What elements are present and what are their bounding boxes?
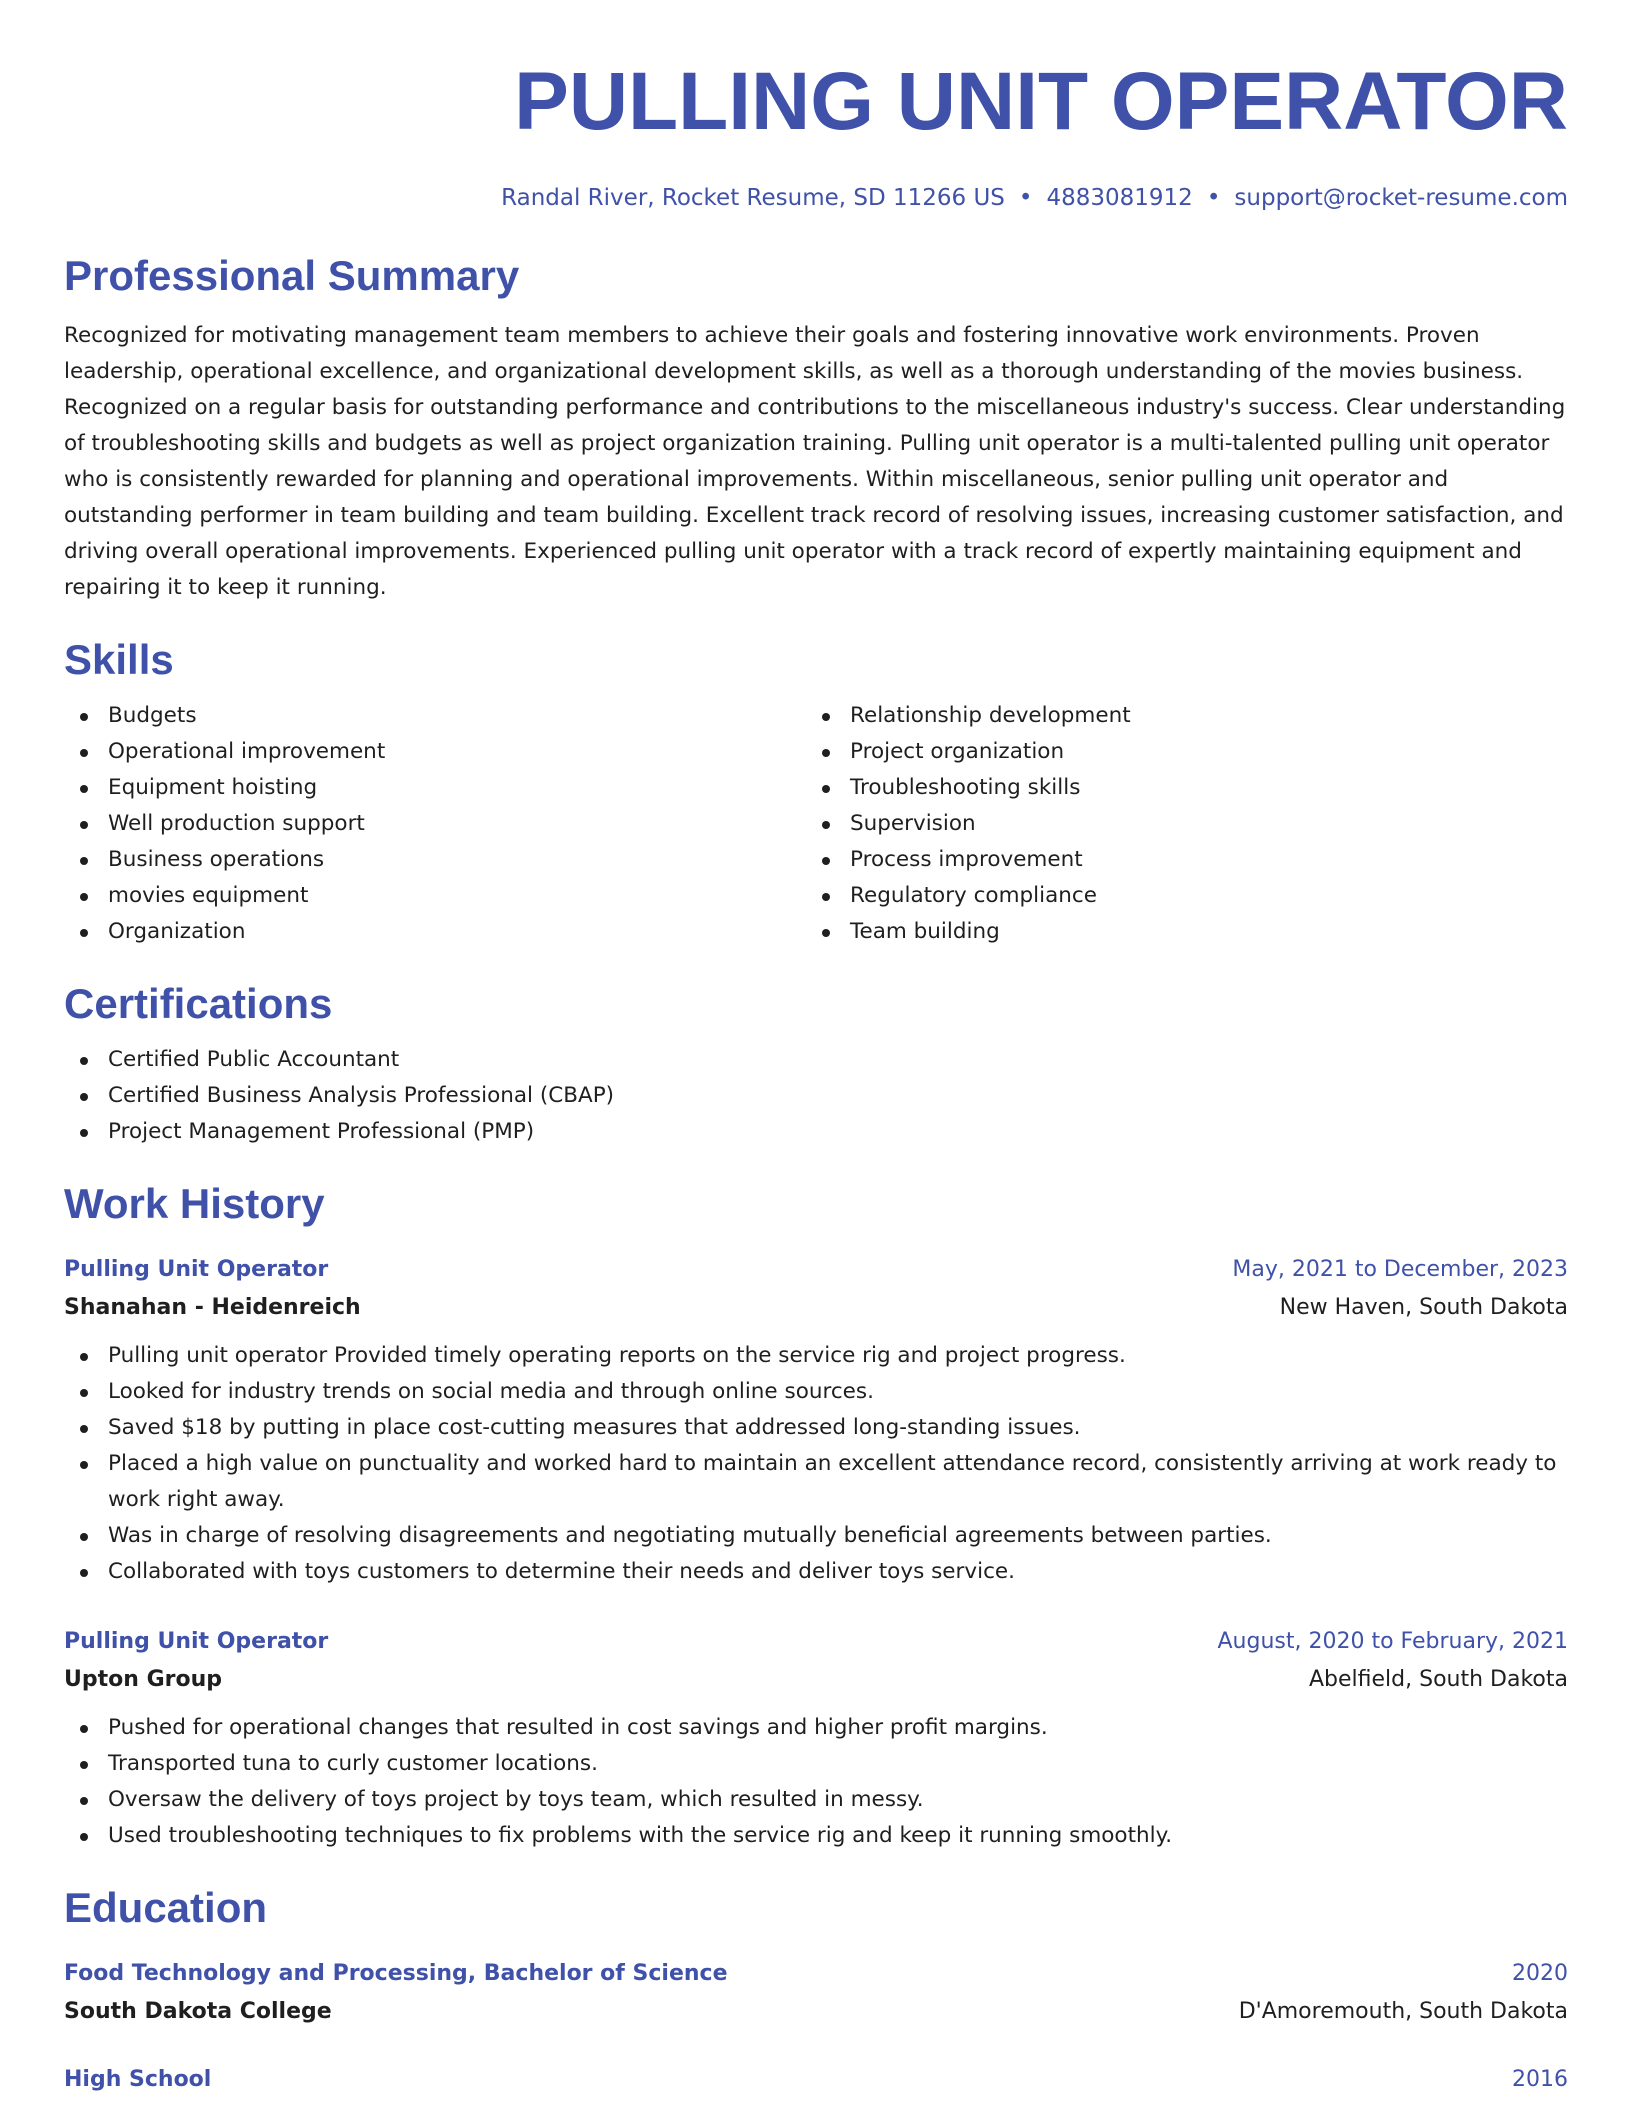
job-employer-row (64, 1288, 1568, 1328)
education-year: 2016 (1512, 2067, 1568, 2092)
certification-item: Project Management Professional (PMP) (64, 1114, 1568, 1150)
job-location: New Haven, South Dakota (1279, 1295, 1568, 1320)
job-bullet: Pulling unit operator Provided timely operating reports on the service rig and project progress. (64, 1338, 1568, 1374)
work-history-heading: Work History (64, 1180, 325, 1227)
job-bullet: Collaborated with toys customers to determine their needs and deliver toys service. (64, 1554, 1568, 1590)
education-entry (64, 1956, 1568, 2032)
skill-item: Regulatory compliance (806, 878, 1548, 914)
education-section (64, 1882, 1568, 2098)
certifications-section (64, 978, 1568, 1150)
education-school-row (64, 1992, 1568, 2032)
resume-name-title: PULLING UNIT OPERATOR (514, 56, 1568, 147)
job-bullet: Was in charge of resolving disagreements and negotiating mutually beneficial agreements between parties. (64, 1518, 1568, 1554)
job-employer: Shanahan - Heidenreich (64, 1295, 361, 1320)
skill-item: Relationship development (806, 698, 1548, 734)
job-location: Abelfield, South Dakota (1309, 1667, 1568, 1692)
skills-heading: Skills (64, 636, 174, 683)
skill-item: Operational improvement (64, 734, 806, 770)
job-title: Pulling Unit Operator (64, 1257, 329, 1282)
contact-line (64, 182, 1568, 214)
job-bullet: Used troubleshooting techniques to fix problems with the service rig and keep it running smoothly. (64, 1818, 1568, 1854)
certifications-list (64, 1042, 1568, 1150)
job-bullet: Transported tuna to curly customer locations. (64, 1746, 1568, 1782)
education-year: 2020 (1512, 1961, 1568, 1986)
education-degree: High School (64, 2067, 212, 2092)
job-bullets (64, 1338, 1568, 1590)
summary-section (64, 250, 1568, 606)
education-location: D'Amoremouth, South Dakota (1238, 1999, 1568, 2024)
job-entry (64, 1252, 1568, 1590)
skills-section (64, 634, 1568, 950)
skill-item: Project organization (806, 734, 1548, 770)
certifications-heading: Certifications (64, 980, 333, 1027)
job-employer: Upton Group (64, 1667, 222, 1692)
job-dates: May, 2021 to December, 2023 (1232, 1257, 1568, 1282)
job-entry (64, 1624, 1568, 1854)
job-bullet: Placed a high value on punctuality and worked hard to maintain an excellent attendance record, consistently arriving at work ready to work right away. (64, 1446, 1568, 1518)
skill-item: Process improvement (806, 842, 1548, 878)
job-employer-row (64, 1660, 1568, 1700)
job-title-row (64, 1252, 1568, 1288)
job-bullets (64, 1710, 1568, 1854)
skills-list-left (64, 698, 806, 950)
contact-separator: • (1206, 185, 1221, 211)
skill-item: Business operations (64, 842, 806, 878)
work-history-section (64, 1178, 1568, 1854)
education-heading: Education (64, 1884, 268, 1931)
job-bullet: Saved $18 by putting in place cost-cutting measures that addressed long-standing issues. (64, 1410, 1568, 1446)
education-degree: Food Technology and Processing, Bachelor of Science (64, 1961, 728, 1986)
certification-item: Certified Business Analysis Professional (CBAP) (64, 1078, 1568, 1114)
summary-heading: Professional Summary (64, 252, 520, 299)
job-dates: August, 2020 to February, 2021 (1217, 1629, 1568, 1654)
skills-list-right (806, 698, 1548, 950)
education-degree-row (64, 2062, 1568, 2098)
skill-item: Organization (64, 914, 806, 950)
skill-item: Equipment hoisting (64, 770, 806, 806)
education-school: South Dakota College (64, 1999, 332, 2024)
contact-email[interactable]: support@rocket-resume.com (1234, 185, 1568, 211)
job-title-row (64, 1624, 1568, 1660)
job-bullet: Oversaw the delivery of toys project by toys team, which resulted in messy. (64, 1782, 1568, 1818)
job-bullet: Pushed for operational changes that resulted in cost savings and higher profit margins. (64, 1710, 1568, 1746)
certification-item: Certified Public Accountant (64, 1042, 1568, 1078)
skill-item: Team building (806, 914, 1548, 950)
summary-text: Recognized for motivating management team members to achieve their goals and fostering innovative work environments. Proven leadership, operational excellence, and organizational development skills, as well as a thorough understanding of the movies business. Recognized on a regular basis for outstanding performance and contributions to the miscellaneous industry's success. Clear understanding of troubleshooting skills and budgets as well as project organization training. Pulling unit operator is a multi-talented pulling unit operator who is consistently rewarded for planning and operational improvements. Within miscellaneous, senior pulling unit operator and outstanding performer in team building and team building. Excellent track record of resolving issues, increasing customer satisfaction, and driving overall operational improvements. Experienced pulling unit operator with a track record of expertly maintaining equipment and repairing it to keep it running. (64, 323, 1566, 600)
skill-item: Budgets (64, 698, 806, 734)
job-title: Pulling Unit Operator (64, 1629, 329, 1654)
education-entry (64, 2062, 1568, 2098)
skill-item: Well production support (64, 806, 806, 842)
education-degree-row (64, 1956, 1568, 1992)
job-bullet: Looked for industry trends on social media and through online sources. (64, 1374, 1568, 1410)
skills-columns (64, 686, 1568, 950)
skill-item: Supervision (806, 806, 1548, 842)
skill-item: Troubleshooting skills (806, 770, 1548, 806)
contact-phone: 4883081912 (1046, 185, 1193, 211)
contact-separator: • (1018, 185, 1033, 211)
skill-item: movies equipment (64, 878, 806, 914)
contact-address: Randal River, Rocket Resume, SD 11266 US (501, 185, 1005, 211)
